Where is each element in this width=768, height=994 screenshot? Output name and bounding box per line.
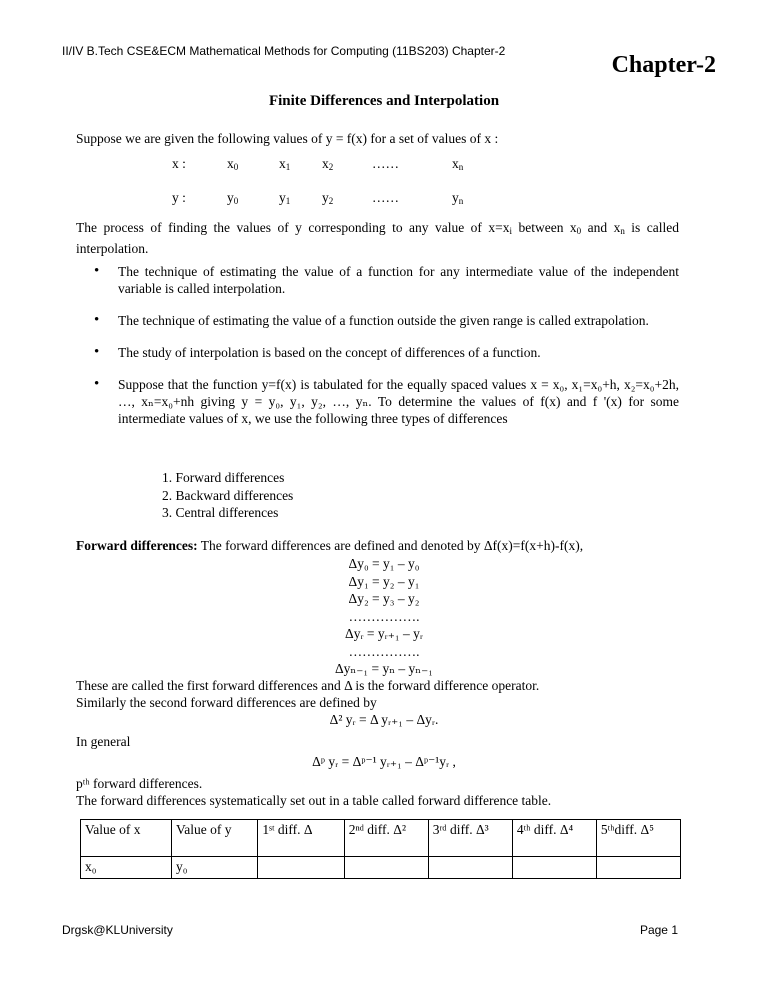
forward-difference-table bbox=[80, 819, 681, 879]
type-backward: 2. Backward differences bbox=[162, 487, 294, 503]
x2-value: $x_2$ bbox=[322, 156, 334, 172]
cell-empty bbox=[596, 857, 680, 879]
x-values-row bbox=[0, 156, 768, 174]
cell-empty bbox=[344, 857, 428, 879]
type-forward: 1. Forward differences bbox=[162, 470, 285, 485]
col-header-y: Value of y bbox=[171, 820, 257, 857]
page-title: Finite Differences and Interpolation bbox=[268, 93, 500, 109]
running-header: II/IV B.Tech CSE&ECM Mathematical Methods for Computing (11BS203) Chapter-2 bbox=[62, 44, 506, 58]
bullet-list bbox=[118, 263, 679, 442]
eq-dots: ……………. bbox=[348, 608, 420, 624]
table-header-row bbox=[81, 820, 681, 857]
y-ellipsis: …… bbox=[372, 190, 399, 205]
difference-types-list bbox=[162, 469, 293, 522]
y0-value: $y_0$ bbox=[227, 190, 239, 206]
bullet-differences: • The study of interpolation is based on the concept of differences of a function. bbox=[118, 344, 679, 361]
eq-delta-y0: Δy₀ = y₁ – y₀ bbox=[348, 556, 420, 571]
chapter-label: Chapter-2 bbox=[611, 52, 716, 78]
x1-value: $x_1$ bbox=[279, 156, 291, 172]
y1-value: $y_1$ bbox=[279, 190, 291, 206]
in-general-text: In general bbox=[76, 734, 131, 749]
eq-dots-2: ……………. bbox=[348, 643, 420, 659]
cell-empty bbox=[428, 857, 512, 879]
y2-value: $y_2$ bbox=[322, 190, 334, 206]
bullet-interpolation: • The technique of estimating the value of a function for any intermediate value of the independent variable is called interpolation. bbox=[118, 263, 679, 297]
yn-value: $y_n$ bbox=[452, 190, 464, 206]
col-header-x: Value of x bbox=[81, 820, 172, 857]
cell-empty bbox=[258, 857, 344, 879]
col-header-diff2: 2ⁿᵈ diff. Δ² bbox=[344, 820, 428, 857]
eq-delta-yr: Δyᵣ = yᵣ₊₁ – yᵣ bbox=[345, 626, 423, 641]
bullet-extrapolation: • The technique of estimating the value of a function outside the given range is called extrapolation. bbox=[118, 312, 679, 329]
x-label: x : bbox=[172, 156, 186, 171]
eq-delta-y2: Δy₂ = y₃ – y₂ bbox=[348, 591, 420, 606]
eq-delta-yn1: Δyₙ₋₁ = yₙ – yₙ₋₁ bbox=[335, 661, 433, 676]
page-number: Page 1 bbox=[639, 923, 678, 937]
intro-text: Suppose we are given the following values of y = f(x) for a set of values of x : bbox=[76, 131, 499, 146]
eq-second-difference: Δ² yᵣ = Δ yᵣ₊₁ – Δyᵣ. bbox=[329, 712, 439, 727]
pth-forward-text: pᵗʰ forward differences. bbox=[76, 776, 203, 791]
col-header-diff1: 1ˢᵗ diff. Δ bbox=[258, 820, 344, 857]
table-row bbox=[81, 857, 681, 879]
type-central: 3. Central differences bbox=[162, 505, 279, 520]
cell-x0: x₀ bbox=[81, 857, 172, 879]
first-forward-text: These are called the first forward differences and Δ is the forward difference operator. bbox=[76, 678, 540, 693]
cell-empty bbox=[512, 857, 596, 879]
y-values-row bbox=[0, 190, 768, 208]
cell-y0: y₀ bbox=[171, 857, 257, 879]
eq-delta-y1: Δy₁ = y₂ – y₁ bbox=[348, 573, 420, 589]
interpolation-paragraph: The process of finding the values of y corresponding to any value of $x=x_i$ between $x_0$ and $x_n$ is called interpolation. bbox=[76, 220, 679, 256]
x-ellipsis: …… bbox=[372, 156, 399, 171]
second-forward-text: Similarly the second forward differences are defined by bbox=[76, 695, 377, 710]
xn-value: $x_n$ bbox=[452, 156, 464, 172]
footer-author: Drgsk@KLUniversity bbox=[62, 923, 173, 937]
forward-heading: Forward differences: bbox=[76, 538, 198, 553]
forward-definition: Forward differences: The forward differences are defined and denoted by Δf(x)=f(x+h)-f(x), bbox=[76, 538, 584, 553]
col-header-diff5: 5ᵗʰdiff. Δ⁵ bbox=[596, 820, 680, 857]
col-header-diff4: 4ᵗʰ diff. Δ⁴ bbox=[512, 820, 596, 857]
x0-value: $x_0$ bbox=[227, 156, 239, 172]
y-label: y : bbox=[172, 190, 186, 205]
table-intro-text: The forward differences systematically set out in a table called forward difference table. bbox=[76, 793, 552, 808]
eq-pth-difference: Δᵖ yᵣ = Δᵖ⁻¹ yᵣ₊₁ – Δᵖ⁻¹yᵣ , bbox=[312, 754, 456, 769]
bullet-tabulated: • Suppose that the function y=f(x) is tabulated for the equally spaced values x = x₀, x₁=x₀+h, x₂=x₀+2h, …, xₙ=x₀+nh giving y = y₀, y₁, y₂, …, yₙ. To determine the values of f(x) and f '(x) for some intermediate values of x, we use the following three types of differences bbox=[118, 376, 679, 427]
forward-equations bbox=[0, 555, 768, 678]
col-header-diff3: 3ʳᵈ diff. Δ³ bbox=[428, 820, 512, 857]
